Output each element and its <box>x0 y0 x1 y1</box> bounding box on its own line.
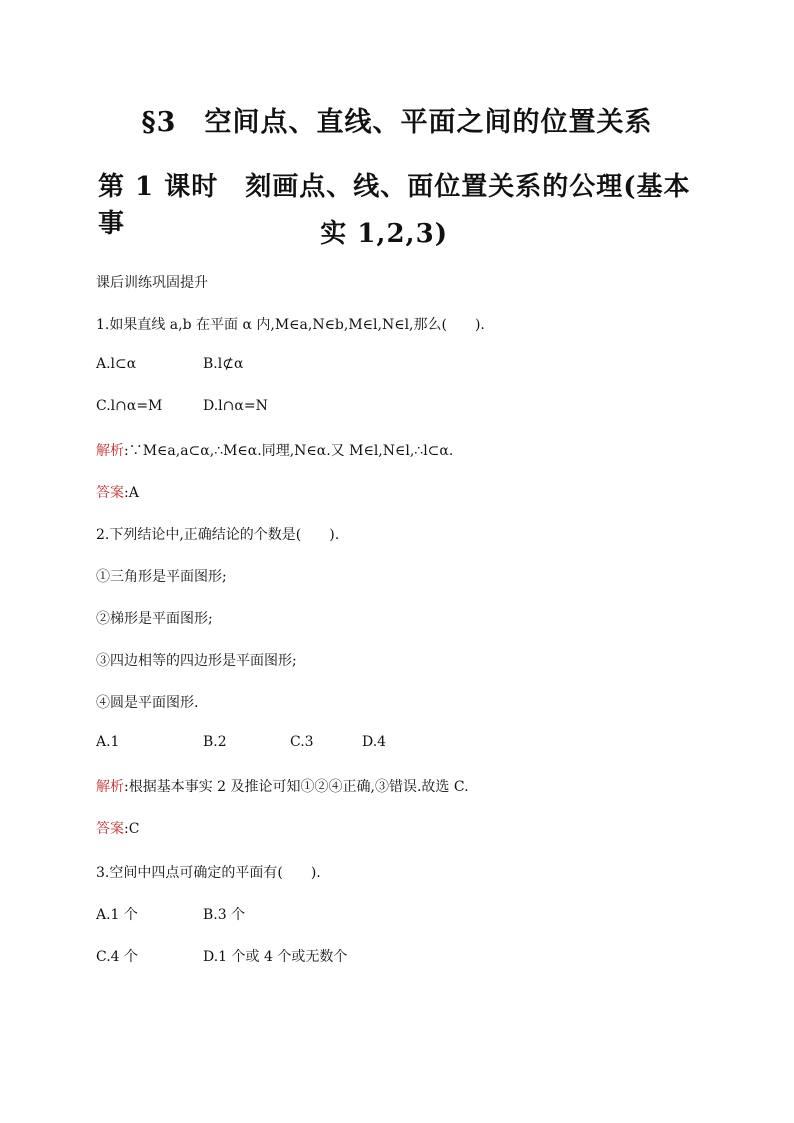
q1-analysis <box>96 440 453 460</box>
q1-option-a: A.l⊂α <box>96 356 137 372</box>
analysis-text: :∵M∈a,a⊂α,∴M∈α.同理,N∈α.又 M∈l,N∈l,∴l⊂α. <box>124 443 454 459</box>
q2-item-4: ④圆是平面图形. <box>96 695 199 711</box>
answer-label: 答案 <box>96 485 124 501</box>
section-title: §3 空间点、直线、平面之间的位置关系 <box>141 107 653 138</box>
q1-option-d: D.l∩α=N <box>203 398 268 414</box>
q2-option-b: B.2 <box>203 734 227 750</box>
q1-option-c: C.l∩α=M <box>96 398 163 414</box>
q1-option-b: B.l⊄α <box>203 356 244 372</box>
q2-stem: 2.下列结论中,正确结论的个数是( ). <box>96 527 340 543</box>
q2-item-1: ①三角形是平面图形; <box>96 569 227 585</box>
q2-item-2: ②梯形是平面图形; <box>96 611 213 627</box>
q3-stem: 3.空间中四点可确定的平面有( ). <box>96 865 321 881</box>
q1-answer <box>96 482 139 502</box>
q3-option-c: C.4 个 <box>96 949 139 965</box>
analysis-label: 解析 <box>96 779 124 795</box>
analysis-text: :根据基本事实 2 及推论可知①②④正确,③错误.故选 C. <box>124 779 469 795</box>
q2-option-a: A.1 <box>96 734 120 750</box>
lesson-title-line1: 第 1 课时 刻画点、线、面位置关系的公理(基本事 <box>98 172 691 239</box>
q3-option-b: B.3 个 <box>203 907 246 923</box>
q2-option-d: D.4 <box>362 734 387 750</box>
answer-label: 答案 <box>96 821 124 837</box>
q1-stem: 1.如果直线 a,b 在平面 α 内,M∈a,N∈b,M∈l,N∈l,那么( ). <box>96 317 485 333</box>
q2-analysis <box>96 776 469 796</box>
q2-answer <box>96 818 139 838</box>
q2-item-3: ③四边相等的四边形是平面图形; <box>96 653 297 669</box>
q3-option-d: D.1 个或 4 个或无数个 <box>203 949 348 965</box>
analysis-label: 解析 <box>96 443 124 459</box>
answer-text: :C <box>124 821 140 837</box>
section-label: 课后训练巩固提升 <box>96 275 208 291</box>
q2-option-c: C.3 <box>290 734 314 750</box>
lesson-title-line2: 实 1,2,3) <box>320 219 448 249</box>
q3-option-a: A.1 个 <box>96 907 138 923</box>
answer-text: :A <box>124 485 139 501</box>
